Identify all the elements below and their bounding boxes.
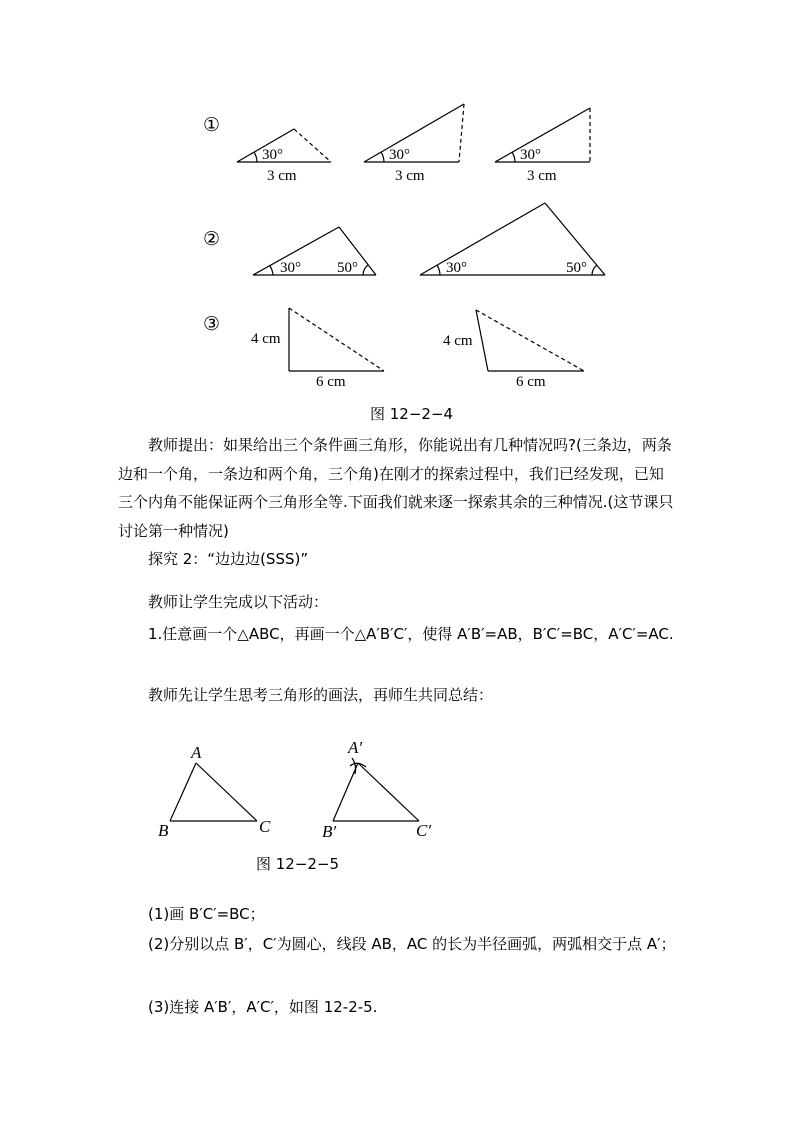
- label-a-prime: A′: [348, 738, 363, 757]
- label-b-prime: B′: [322, 822, 337, 841]
- row2-angle-right-2: 50°: [566, 260, 587, 276]
- paragraph-activity-1: 1.任意画一个△ABC，再画一个△A′B′C′，使得 A′B′=AB，B′C′=BC，A′C′=AC.: [148, 625, 674, 643]
- row1-angle-1: 30°: [262, 147, 283, 163]
- figure-caption-12-2-4: 图 12−2−4: [370, 405, 454, 423]
- label-c: C: [259, 817, 271, 836]
- row3-triangle-1: [289, 308, 384, 371]
- paragraph-teacher-question: 教师提出：如果给出三个条件画三角形，你能说出有几种情况吗?(三条边，两条边和一个角，一条边和两个角，三个角)在刚才的探索过程中，我们已经发现，已知三个内角不能保证两个三角形全等.下面我们就来逐一探索其余的三种情况.(这节课只讨论第一种情况): [118, 436, 674, 540]
- triangle-abc: [170, 763, 257, 821]
- label-a: A: [191, 743, 202, 762]
- row1-triangle-2: [364, 104, 464, 162]
- label-c-prime: C′: [416, 821, 432, 840]
- row3-base-2: 6 cm: [516, 374, 546, 390]
- row3-base-1: 6 cm: [316, 374, 346, 390]
- triangle-abc-prime: [333, 758, 419, 821]
- row3-triangle-2: [476, 310, 584, 371]
- row1-angle-3: 30°: [520, 147, 541, 163]
- paragraph-activity-intro: 教师让学生完成以下活动：: [148, 593, 329, 611]
- row3-vertical-2: 4 cm: [443, 333, 473, 349]
- paragraph-think-method: 教师先让学生思考三角形的画法，再师生共同总结：: [148, 686, 494, 704]
- row1-triangle-3: [495, 108, 590, 162]
- step-1: (1)画 B′C′=BC；: [148, 905, 265, 923]
- row1-marker: ①: [203, 115, 221, 136]
- step-3: (3)连接 A′B′，A′C′，如图 12-2-5.: [148, 998, 378, 1016]
- label-b: B: [158, 821, 169, 840]
- row1-base-1: 3 cm: [267, 168, 297, 184]
- row3-marker: ③: [203, 314, 221, 335]
- row2-angle-right-1: 50°: [337, 260, 358, 276]
- row1-triangle-1: [237, 129, 331, 162]
- row2-marker: ②: [203, 229, 221, 250]
- row1-angle-2: 30°: [389, 147, 410, 163]
- figure-caption-12-2-5: 图 12−2−5: [256, 855, 340, 873]
- row1-base-2: 3 cm: [395, 168, 425, 184]
- row1-base-3: 3 cm: [527, 168, 557, 184]
- paragraph-explore-2: 探究 2：“边边边(SSS)”: [148, 550, 309, 568]
- row2-angle-left-1: 30°: [280, 260, 301, 276]
- step-2: (2)分别以点 B′，C′为圆心，线段 AB，AC 的长为半径画弧，两弧相交于点 A′；: [148, 935, 676, 953]
- row3-vertical-1: 4 cm: [251, 331, 281, 347]
- row2-angle-left-2: 30°: [446, 260, 467, 276]
